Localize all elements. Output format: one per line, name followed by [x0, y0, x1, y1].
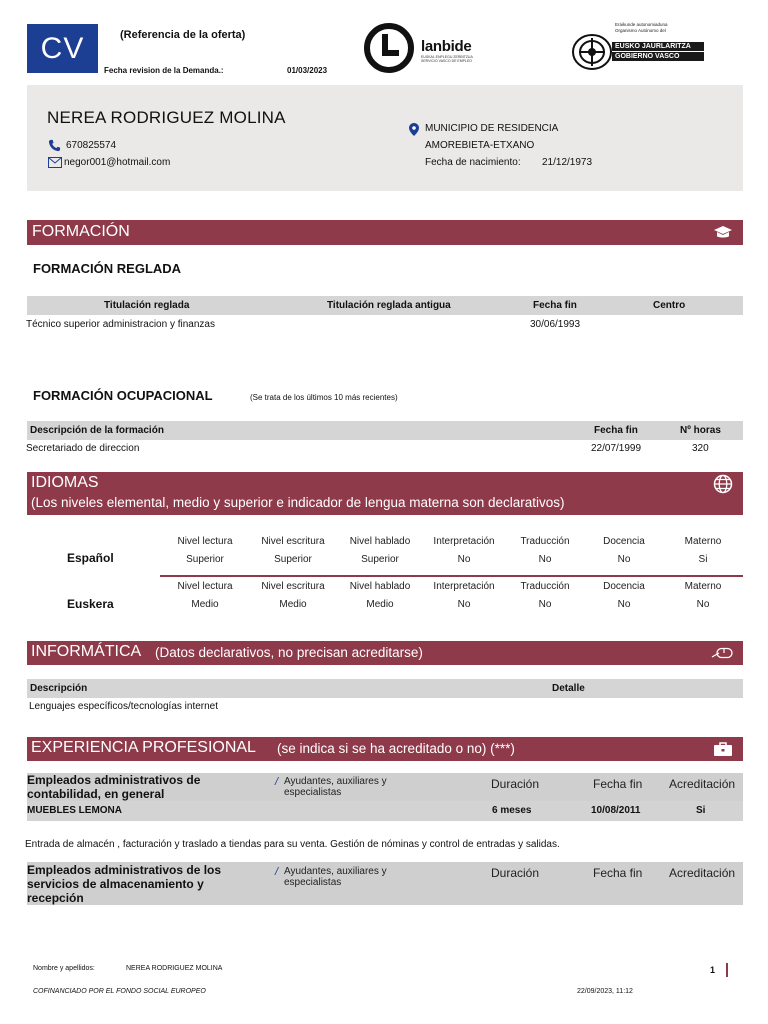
- lang-header: Traducción: [520, 581, 570, 592]
- lanbide-clock-icon: [363, 22, 415, 74]
- ocupacional-table-header: [27, 421, 743, 440]
- lang-value: Superior: [186, 554, 224, 565]
- footer-timestamp: 22/09/2023, 11:12: [577, 988, 633, 995]
- job-1-category: Ayudantes, auxiliares y especialistas: [284, 776, 387, 798]
- job-2-slash: /: [275, 866, 279, 878]
- job-2-category: Ayudantes, auxiliares y especialistas: [284, 866, 387, 888]
- page-number-marker: [726, 963, 728, 977]
- experiencia-title: EXPERIENCIA PROFESIONAL: [31, 739, 256, 756]
- informatica-header: [27, 641, 743, 665]
- job-1-acreditacion: Si: [696, 805, 706, 816]
- gobierno-vasco-emblem-icon: [571, 32, 613, 72]
- lang-value: Si: [698, 554, 708, 565]
- idiomas-subtitle: (Los niveles elemental, medio y superior e indicador de lengua materna son declarativos): [31, 495, 565, 510]
- reglada-col-centro: Centro: [653, 300, 686, 311]
- cofinanciado-text: COFINANCIADO POR EL FONDO SOCIAL EUROPEO: [33, 988, 206, 995]
- job-1-description: Entrada de almacén , facturación y traslado a tiendas para su venta. Gestión de nóminas y control de entradas y salidas.: [25, 839, 560, 850]
- phone-number: 670825574: [66, 140, 117, 151]
- lang-value: Medio: [279, 599, 307, 610]
- informatica-title: INFORMÁTICA: [31, 643, 142, 660]
- lang-header: Nivel escritura: [261, 581, 325, 592]
- job-2-header: [27, 862, 743, 905]
- ocupacional-col-horas: Nº horas: [680, 425, 721, 436]
- lang-value: No: [538, 554, 552, 565]
- job-2-title: Empleados administrativos de los servicios de almacenamiento y recepción: [27, 863, 222, 905]
- offer-reference: (Referencia de la oferta): [120, 29, 246, 41]
- gobierno-vasco-logo: [571, 20, 707, 72]
- informatica-note: (Datos declarativos, no precisan acreditarse): [155, 645, 423, 660]
- briefcase-icon: [713, 741, 733, 760]
- ocupacional-note: (Se trata de los últimos 10 más recientes): [250, 393, 398, 402]
- reglada-row-titulacion: Técnico superior administracion y finanzas: [26, 319, 215, 330]
- lang-value: No: [696, 599, 710, 610]
- municipio-label: MUNICIPIO DE RESIDENCIA: [425, 123, 559, 134]
- reglada-col-titulacion: Titulación reglada: [104, 300, 190, 311]
- lang-value: Medio: [366, 599, 394, 610]
- lang-divider: [160, 575, 743, 577]
- formacion-ocupacional-title: FORMACIÓN OCUPACIONAL: [33, 388, 213, 403]
- job-1-col-duracion: Duración: [491, 777, 540, 791]
- lang-value: No: [617, 554, 631, 565]
- lanbide-logo: [363, 22, 483, 74]
- formacion-header: [27, 220, 743, 245]
- phone-icon: [48, 139, 61, 155]
- birthdate-value: 21/12/1973: [542, 157, 593, 168]
- lang-name-euskera: Euskera: [67, 597, 114, 611]
- job-1-duracion: 6 meses: [492, 805, 532, 816]
- location-pin-icon: [409, 123, 419, 139]
- job-2-col-acreditacion: Acreditación: [669, 866, 736, 880]
- lang-value: No: [457, 599, 471, 610]
- formacion-title: FORMACIÓN: [32, 223, 130, 240]
- lang-header: Nivel hablado: [349, 536, 411, 547]
- graduation-cap-icon: [713, 225, 733, 244]
- ocupacional-row-fecha: 22/07/1999: [591, 443, 642, 454]
- idiomas-header: [27, 472, 743, 515]
- lang-value: No: [457, 554, 471, 565]
- revision-date-value: 01/03/2023: [287, 66, 328, 75]
- idiomas-title: IDIOMAS: [31, 474, 99, 491]
- gv-small-text-1: Eraikunde autonomiaduna: [615, 22, 668, 27]
- lang-header: Nivel escritura: [261, 536, 325, 547]
- email-icon: [48, 157, 62, 171]
- gv-bar-1: EUSKO JAURLARITZA: [612, 42, 704, 51]
- ocupacional-col-descripcion: Descripción de la formación: [30, 425, 164, 436]
- cv-badge: CV: [27, 24, 98, 73]
- informatica-row-descripcion: Lenguajes específicos/tecnologías internet: [29, 701, 219, 712]
- lang-header: Nivel lectura: [177, 581, 233, 592]
- reglada-col-fecha: Fecha fin: [533, 300, 577, 311]
- mouse-icon: [711, 647, 733, 662]
- revision-date-label: Fecha revision de la Demanda.:: [104, 66, 224, 75]
- lanbide-subtext: EUSKAL ENPLEGU ZERBITZUA SERVICIO VASCO DE EMPLEO: [421, 55, 473, 63]
- lang-header: Traducción: [520, 536, 570, 547]
- gv-bar-2: GOBIERNO VASCO: [612, 52, 704, 61]
- job-1-title: Empleados administrativos de contabilidad, en general: [27, 773, 201, 801]
- lang-header: Materno: [684, 536, 722, 547]
- lang-value: No: [617, 599, 631, 610]
- footer-name: NEREA RODRIGUEZ MOLINA: [126, 965, 223, 972]
- formacion-reglada-title: FORMACIÓN REGLADA: [33, 261, 182, 276]
- job-2-col-duracion: Duración: [491, 866, 540, 880]
- personal-info-panel: [27, 85, 743, 191]
- lang-name-espanol: Español: [67, 551, 114, 565]
- gv-small-text-2: Organismo Autónomo del: [615, 28, 666, 33]
- informatica-col-detalle: Detalle: [552, 683, 585, 694]
- page-number: 1: [710, 965, 716, 975]
- lang-header: Interpretación: [433, 581, 495, 592]
- reglada-row-fecha: 30/06/1993: [530, 319, 581, 330]
- job-1-col-acreditacion: Acreditación: [669, 777, 736, 791]
- globe-icon: [713, 474, 733, 497]
- lang-value: No: [538, 599, 552, 610]
- job-1-company: MUEBLES LEMONA: [27, 805, 122, 816]
- job-2-col-fecha: Fecha fin: [593, 866, 643, 880]
- lang-header: Nivel hablado: [349, 581, 411, 592]
- reglada-table-header: [27, 296, 743, 315]
- job-1-fecha: 10/08/2011: [591, 805, 641, 816]
- lang-header: Interpretación: [433, 536, 495, 547]
- ocupacional-col-fecha: Fecha fin: [594, 425, 638, 436]
- lang-value: Superior: [274, 554, 312, 565]
- lang-header: Nivel lectura: [177, 536, 233, 547]
- job-1-slash: /: [275, 776, 279, 788]
- informatica-table-header: [27, 679, 743, 698]
- ocupacional-row-horas: 320: [692, 443, 709, 454]
- experiencia-note: (se indica si se ha acreditado o no) (***): [277, 741, 515, 756]
- lang-value: Medio: [191, 599, 219, 610]
- lang-header: Docencia: [603, 581, 645, 592]
- footer-name-label: Nombre y apellidos:: [33, 965, 95, 972]
- email-address: negor001@hotmail.com: [64, 157, 171, 168]
- birthdate-label: Fecha de nacimiento:: [425, 157, 521, 168]
- lang-value: Superior: [361, 554, 399, 565]
- informatica-col-descripcion: Descripción: [30, 683, 88, 694]
- reglada-col-antigua: Titulación reglada antigua: [327, 300, 451, 311]
- experiencia-header: [27, 737, 743, 761]
- municipio-value: AMOREBIETA-ETXANO: [425, 140, 535, 151]
- lang-header: Docencia: [603, 536, 645, 547]
- lanbide-wordmark: lanbide: [421, 38, 472, 55]
- person-name: NEREA RODRIGUEZ MOLINA: [47, 108, 286, 127]
- ocupacional-row-descripcion: Secretariado de direccion: [26, 443, 140, 454]
- lang-header: Materno: [684, 581, 722, 592]
- job-1-col-fecha: Fecha fin: [593, 777, 643, 791]
- job-1-header: [27, 773, 743, 801]
- job-1-company-row: [27, 801, 743, 821]
